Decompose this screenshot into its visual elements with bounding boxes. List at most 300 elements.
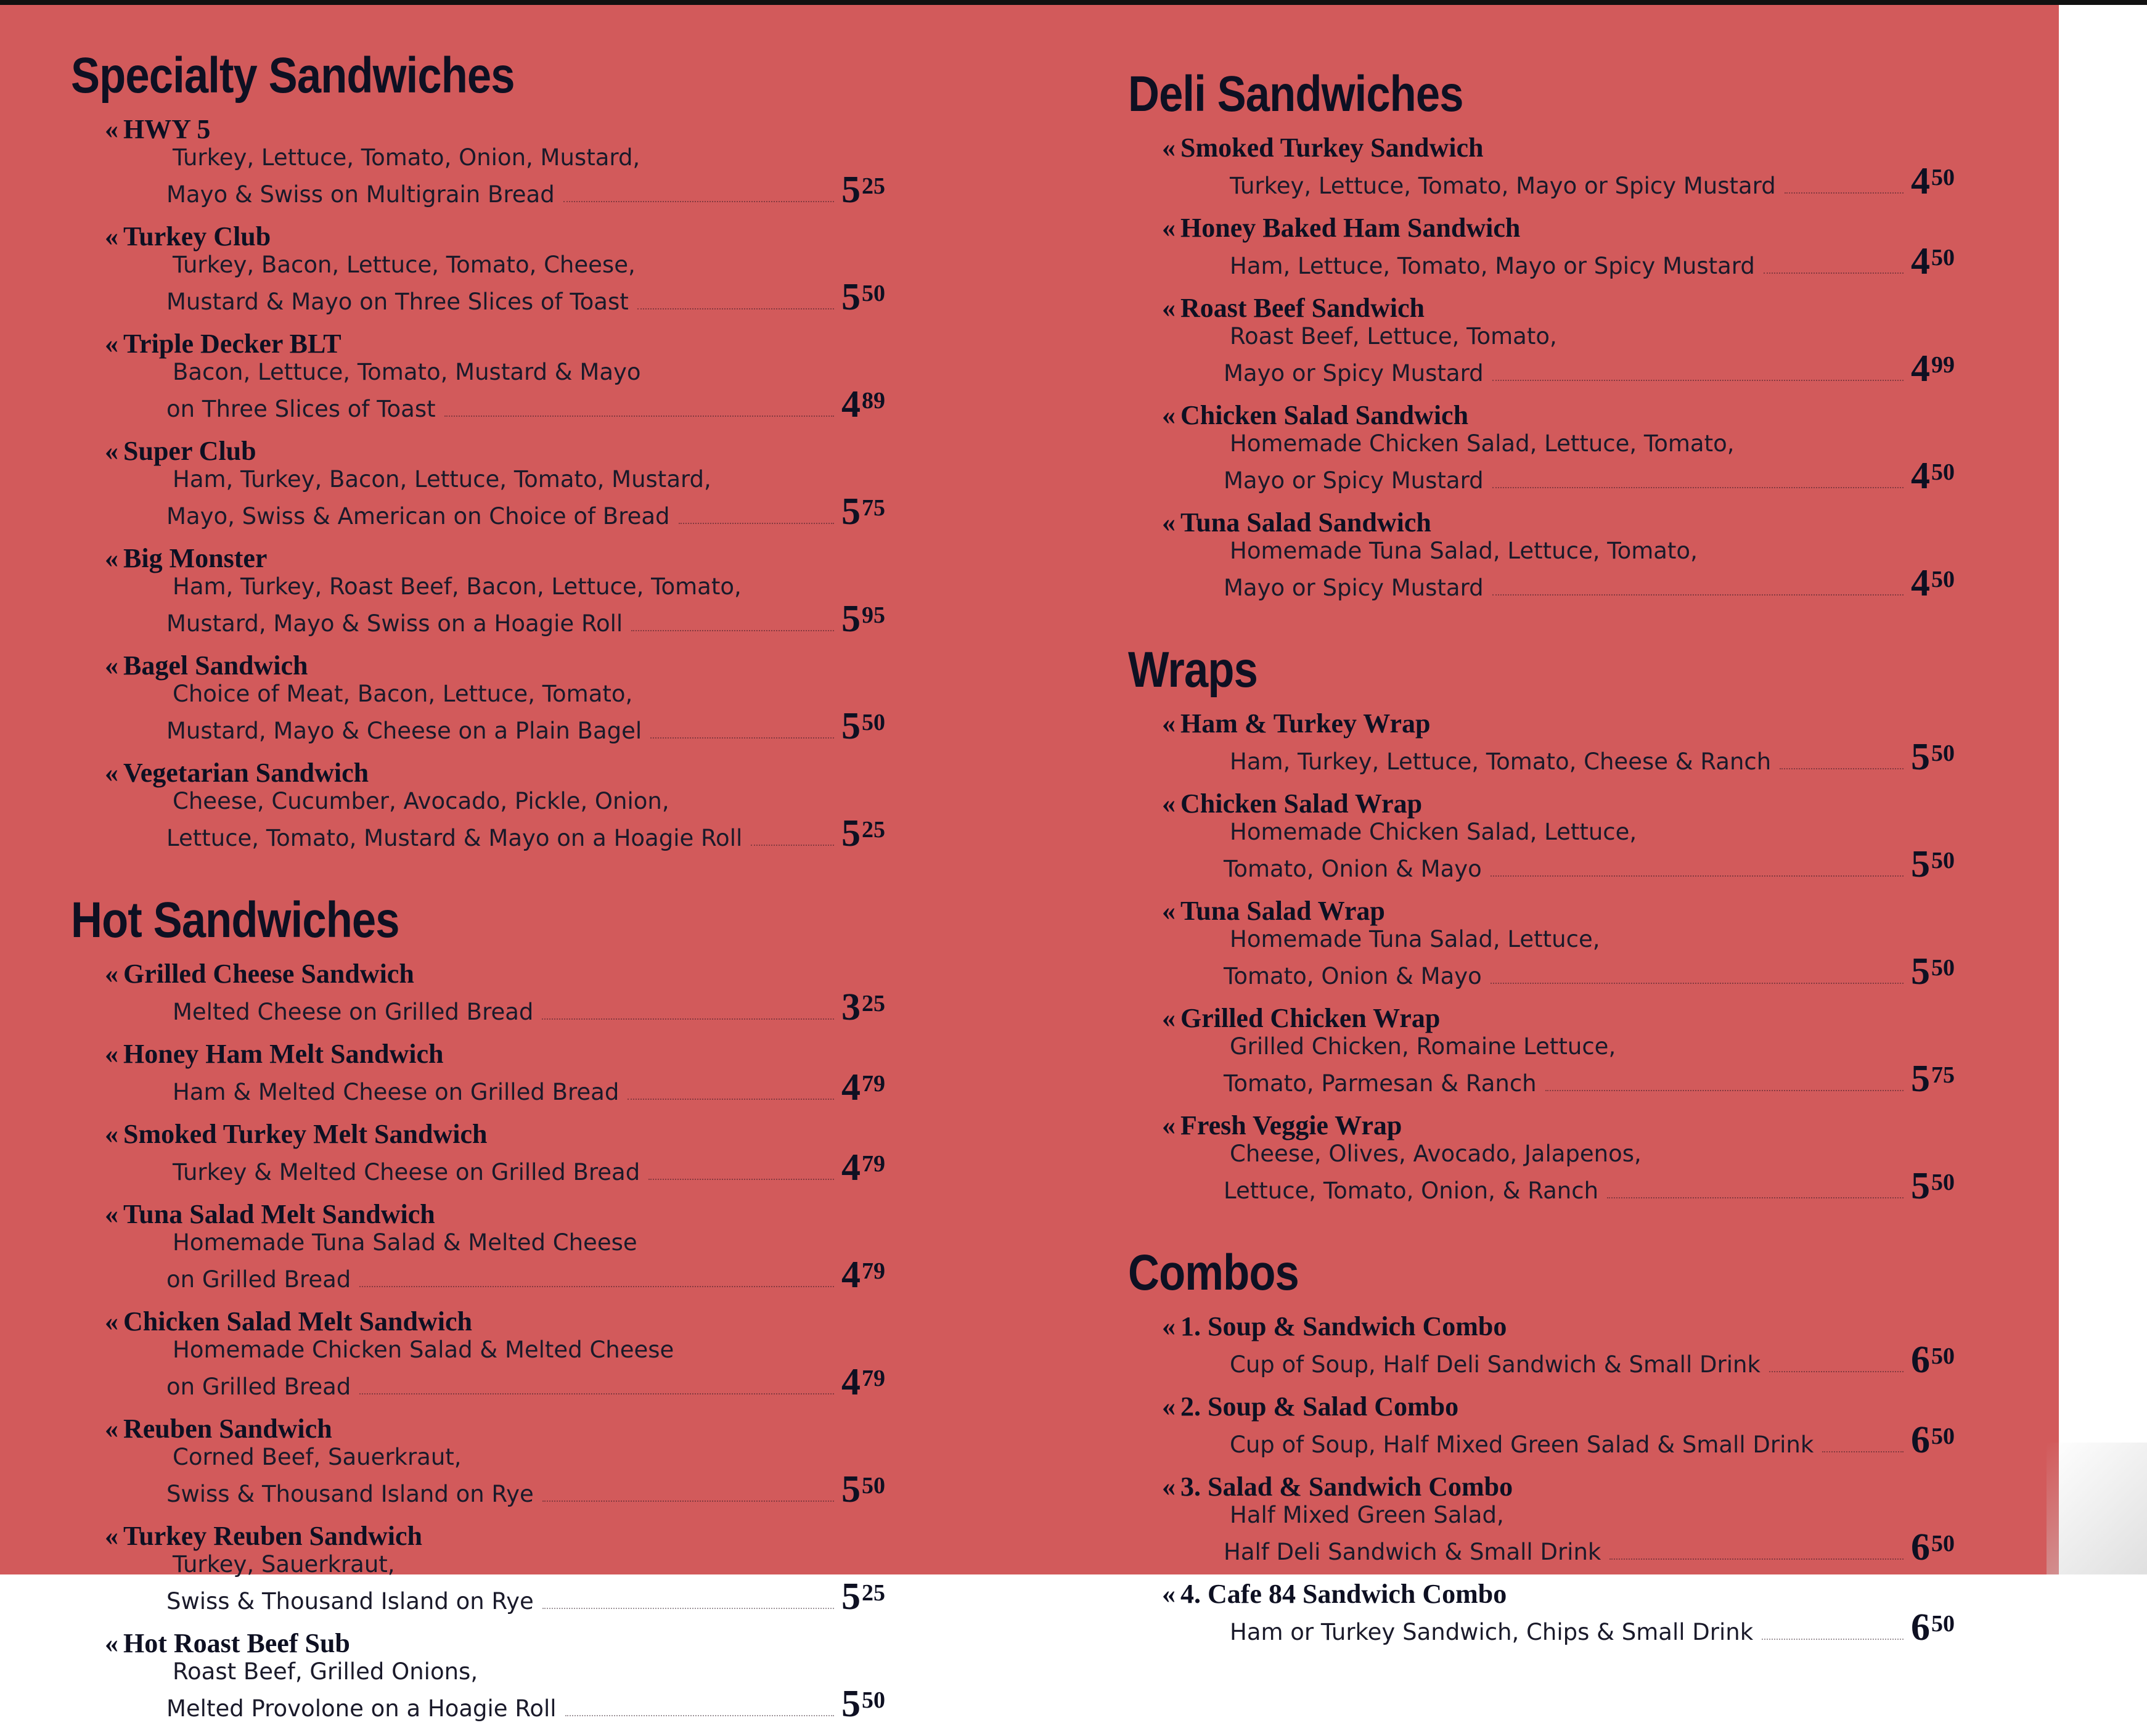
menu-item <box>1128 896 1979 993</box>
menu-item <box>71 1521 909 1618</box>
menu-items <box>71 959 909 1725</box>
item-description <box>1128 323 1979 390</box>
price-dollars: 5 <box>841 276 861 318</box>
dot-leader <box>751 845 834 846</box>
description-line-2: Tomato, Parmesan & Ranch <box>1224 1070 1537 1097</box>
description-line-2: Melted Cheese on Grilled Bread <box>173 999 534 1025</box>
price-dollars: 4 <box>841 1067 861 1108</box>
bullet-mark: « <box>105 1039 118 1069</box>
bullet-mark: « <box>105 329 118 359</box>
price-cents: 50 <box>1931 165 1955 190</box>
menu-item <box>1128 508 1979 602</box>
item-name-row <box>1162 896 1979 926</box>
item-description <box>1128 1609 1979 1646</box>
price <box>841 815 909 852</box>
menu-item <box>71 1199 909 1296</box>
price <box>1911 562 1979 604</box>
bullet-mark: « <box>1162 293 1176 323</box>
description-line-1: Homemade Chicken Salad & Melted Cheese <box>173 1337 674 1363</box>
price <box>1911 160 1979 202</box>
item-description <box>71 1551 909 1618</box>
price-cents: 50 <box>1931 245 1955 271</box>
description-line-1: Cheese, Cucumber, Avocado, Pickle, Onion, <box>173 788 669 814</box>
menu-items <box>71 115 909 852</box>
description-line-2: Turkey & Melted Cheese on Grilled Bread <box>173 1159 640 1185</box>
dot-leader <box>628 1099 834 1100</box>
price-dollars: 4 <box>841 1254 861 1296</box>
item-name: Honey Baked Ham Sandwich <box>1180 213 1521 243</box>
menu-item <box>71 436 909 533</box>
price-cents: 50 <box>1931 740 1955 766</box>
item-name: Roast Beef Sandwich <box>1180 293 1425 323</box>
dot-leader <box>1609 1558 1904 1560</box>
dot-leader <box>1491 875 1904 877</box>
item-name: Smoked Turkey Melt Sandwich <box>123 1119 488 1149</box>
price-dollars: 4 <box>1911 455 1930 497</box>
price-cents: 50 <box>862 1687 885 1713</box>
description-line-2: Melted Provolone on a Hoagie Roll <box>166 1695 557 1722</box>
description-line-2: Ham or Turkey Sandwich, Chips & Small Drink <box>1230 1619 1754 1645</box>
deli-section <box>1128 66 1979 604</box>
item-description <box>71 573 909 640</box>
item-name: Tuna Salad Wrap <box>1180 896 1385 926</box>
price <box>1911 1526 1979 1568</box>
bullet-mark: « <box>105 1306 118 1337</box>
description-line-2: Cup of Soup, Half Mixed Green Salad & Small Drink <box>1230 1431 1814 1458</box>
menu-item <box>1128 1311 1979 1381</box>
description-line-2: Tomato, Onion & Mayo <box>1224 856 1482 882</box>
item-name-row <box>105 1200 909 1229</box>
price <box>841 169 909 211</box>
dot-leader <box>1780 768 1904 769</box>
description-line-1: Cheese, Olives, Avocado, Jalapenos, <box>1230 1140 1642 1167</box>
description-line-2: Half Deli Sandwich & Small Drink <box>1224 1539 1601 1565</box>
item-name: 1. Soup & Sandwich Combo <box>1180 1311 1507 1341</box>
price <box>1911 843 1979 885</box>
description-line-1: Turkey, Bacon, Lettuce, Tomato, Cheese, <box>173 252 636 278</box>
menu-item <box>71 1307 909 1401</box>
wraps-section <box>1128 642 1979 1207</box>
item-name-row <box>105 1120 909 1149</box>
item-name: 3. Salad & Sandwich Combo <box>1180 1472 1513 1502</box>
description-line-2: Mayo & Swiss on Multigrain Bread <box>166 181 555 208</box>
description-line-1: Turkey, Lettuce, Tomato, Onion, Mustard, <box>173 144 640 171</box>
dot-leader <box>1545 1090 1904 1091</box>
description-line-1: Homemade Chicken Salad, Lettuce, Tomato, <box>1230 430 1735 457</box>
description-line-1: Turkey, Sauerkraut, <box>173 1551 395 1578</box>
description-line-2: Ham, Turkey, Lettuce, Tomato, Cheese & Ranch <box>1230 748 1772 775</box>
item-description <box>71 986 909 1028</box>
bullet-mark: « <box>1162 1579 1176 1609</box>
price <box>841 383 909 425</box>
bullet-mark: « <box>1162 708 1176 739</box>
bullet-mark: « <box>1162 213 1176 243</box>
price-dollars: 5 <box>841 491 861 533</box>
section-title: Hot Sandwiches <box>71 892 399 948</box>
price-dollars: 5 <box>841 1468 861 1510</box>
menu-item <box>71 959 909 1026</box>
price-cents: 50 <box>862 710 885 735</box>
price-cents: 50 <box>1931 1169 1955 1195</box>
price <box>841 276 909 318</box>
description-line-1: Half Mixed Green Salad, <box>1230 1502 1504 1528</box>
description-line-1: Ham, Turkey, Roast Beef, Bacon, Lettuce, Tomato, <box>173 573 742 600</box>
page-edge-shadow <box>2047 1443 2147 1574</box>
dot-leader <box>650 737 834 739</box>
item-description <box>71 1658 909 1725</box>
price-dollars: 5 <box>1911 951 1930 993</box>
item-name-row <box>1162 1312 1979 1341</box>
dot-leader <box>648 1179 834 1180</box>
dot-leader <box>1764 272 1904 274</box>
item-name-row <box>105 544 909 573</box>
menu-item <box>1128 1392 1979 1459</box>
description-line-2: Swiss & Thousand Island on Rye <box>166 1588 534 1615</box>
dot-leader <box>1769 1371 1904 1372</box>
item-name-row <box>105 651 909 681</box>
item-name-row <box>1162 293 1979 323</box>
menu-item <box>71 758 909 852</box>
price-dollars: 5 <box>841 813 861 854</box>
price <box>1911 1339 1979 1381</box>
item-name: HWY 5 <box>123 114 211 144</box>
description-line-1: Ham, Turkey, Bacon, Lettuce, Tomato, Mustard, <box>173 466 711 493</box>
item-name: Chicken Salad Melt Sandwich <box>123 1306 472 1337</box>
description-line-2: Mayo or Spicy Mustard <box>1224 360 1484 387</box>
price-cents: 89 <box>862 388 885 414</box>
description-line-1: Homemade Tuna Salad, Lettuce, Tomato, <box>1230 538 1698 564</box>
bullet-mark: « <box>1162 507 1176 538</box>
price <box>1911 348 1979 390</box>
item-description <box>1128 1502 1979 1566</box>
item-name-row <box>1162 401 1979 430</box>
price-cents: 25 <box>862 817 885 843</box>
menu-item <box>71 1628 909 1725</box>
dot-leader <box>444 416 834 417</box>
price-cents: 50 <box>1931 1531 1955 1557</box>
menu-item <box>71 1039 909 1106</box>
item-description <box>1128 1140 1979 1205</box>
dot-leader <box>563 201 834 202</box>
description-line-1: Choice of Meat, Bacon, Lettuce, Tomato, <box>173 681 633 707</box>
price <box>841 598 909 640</box>
description-line-1: Bacon, Lettuce, Tomato, Mustard & Mayo <box>173 359 641 385</box>
price-cents: 75 <box>1931 1062 1955 1088</box>
item-name-row <box>1162 789 1979 819</box>
item-name: Turkey Club <box>123 221 271 252</box>
price-dollars: 4 <box>1911 160 1930 202</box>
item-name: Reuben Sandwich <box>123 1414 332 1444</box>
menu-item <box>71 222 909 316</box>
bullet-mark: « <box>105 221 118 252</box>
price-dollars: 5 <box>841 598 861 640</box>
item-name-row <box>1162 1579 1979 1609</box>
description-line-2: Ham & Melted Cheese on Grilled Bread <box>173 1079 620 1105</box>
left-column <box>71 47 909 1736</box>
price-dollars: 4 <box>1911 562 1930 604</box>
item-description <box>71 681 909 745</box>
item-name: Super Club <box>123 436 256 466</box>
price-dollars: 4 <box>841 383 861 425</box>
hot-section <box>71 892 909 1725</box>
item-description <box>71 1444 909 1508</box>
bullet-mark: « <box>1162 1391 1176 1422</box>
menu-item <box>1128 293 1979 390</box>
dot-leader <box>359 1286 834 1287</box>
bullet-mark: « <box>105 650 118 681</box>
item-name-row <box>105 1307 909 1337</box>
price-dollars: 4 <box>841 1361 861 1403</box>
price-cents: 25 <box>862 173 885 199</box>
bullet-mark: « <box>105 1414 118 1444</box>
menu-item <box>1128 133 1979 200</box>
dot-leader <box>542 1608 834 1609</box>
price-dollars: 5 <box>1911 1058 1930 1100</box>
price <box>1911 455 1979 497</box>
description-line-1: Homemade Tuna Salad & Melted Cheese <box>173 1229 637 1256</box>
menu-items <box>1128 1312 1979 1646</box>
dot-leader <box>359 1393 834 1394</box>
price <box>841 705 909 747</box>
item-name-row <box>105 1521 909 1551</box>
price-cents: 50 <box>862 1473 885 1499</box>
bullet-mark: « <box>105 543 118 573</box>
price-dollars: 6 <box>1911 1526 1930 1568</box>
description-line-1: Roast Beef, Lettuce, Tomato, <box>1230 323 1557 350</box>
price-cents: 50 <box>1931 1343 1955 1369</box>
menu-item <box>1128 1472 1979 1566</box>
price <box>841 1576 909 1618</box>
item-description <box>71 466 909 533</box>
item-name-row <box>105 1629 909 1658</box>
item-name: Chicken Salad Sandwich <box>1180 400 1469 430</box>
menu-item <box>71 651 909 745</box>
item-name: Vegetarian Sandwich <box>123 758 369 788</box>
price-dollars: 5 <box>841 169 861 211</box>
item-description <box>1128 1033 1979 1100</box>
item-name-row <box>105 1039 909 1069</box>
item-description <box>1128 1339 1979 1381</box>
price-cents: 50 <box>862 280 885 306</box>
dot-leader <box>1492 380 1904 381</box>
price-dollars: 4 <box>841 1147 861 1189</box>
price-dollars: 5 <box>1911 736 1930 778</box>
price-cents: 50 <box>1931 459 1955 485</box>
bullet-mark: « <box>1162 1472 1176 1502</box>
price-dollars: 5 <box>841 1683 861 1725</box>
item-name: Chicken Salad Wrap <box>1180 788 1423 819</box>
description-line-2: Cup of Soup, Half Deli Sandwich & Small Drink <box>1230 1351 1761 1378</box>
item-name: Ham & Turkey Wrap <box>1180 708 1431 739</box>
price-dollars: 4 <box>1911 348 1930 390</box>
dot-leader <box>679 523 835 524</box>
item-name-row <box>1162 133 1979 163</box>
section-title: Combos <box>1128 1245 1299 1301</box>
item-name: Triple Decker BLT <box>123 329 341 359</box>
price-dollars: 6 <box>1911 1419 1930 1461</box>
price <box>1911 736 1979 778</box>
description-line-2: Mayo or Spicy Mustard <box>1224 467 1484 494</box>
price-dollars: 5 <box>841 705 861 747</box>
bullet-mark: « <box>105 1199 118 1229</box>
item-name-row <box>1162 709 1979 739</box>
item-name: Smoked Turkey Sandwich <box>1180 133 1484 163</box>
bullet-mark: « <box>105 959 118 989</box>
price <box>841 1254 909 1296</box>
item-description <box>1128 538 1979 602</box>
item-name: Tuna Salad Sandwich <box>1180 507 1431 538</box>
description-line-2: Mustard, Mayo & Cheese on a Plain Bagel <box>166 718 642 744</box>
dot-leader <box>565 1715 834 1716</box>
price <box>841 986 909 1028</box>
specialty-section <box>71 47 909 854</box>
price-cents: 99 <box>1931 352 1955 378</box>
dot-leader <box>542 1501 834 1502</box>
menu-item <box>1128 1003 1979 1100</box>
price <box>1911 240 1979 282</box>
menu-items <box>1128 133 1979 602</box>
description-line-2: Mayo or Spicy Mustard <box>1224 575 1484 601</box>
price <box>1911 951 1979 993</box>
description-line-1: Roast Beef, Grilled Onions, <box>173 1658 478 1685</box>
dot-leader <box>1491 983 1904 984</box>
description-line-2: Mustard & Mayo on Three Slices of Toast <box>166 289 629 315</box>
item-description <box>71 359 909 423</box>
item-name: 2. Soup & Salad Combo <box>1180 1391 1459 1422</box>
price <box>841 491 909 533</box>
item-name-row <box>1162 1004 1979 1033</box>
bullet-mark: « <box>105 1521 118 1551</box>
description-line-2: on Grilled Bread <box>166 1374 351 1400</box>
item-name: Big Monster <box>123 543 268 573</box>
top-edge <box>0 0 2147 5</box>
price-cents: 79 <box>862 1071 885 1097</box>
price-cents: 79 <box>862 1151 885 1177</box>
menu-item <box>71 329 909 423</box>
dot-leader <box>1492 594 1904 596</box>
bullet-mark: « <box>1162 1311 1176 1341</box>
item-description <box>71 788 909 852</box>
price <box>841 1069 909 1106</box>
menu-item <box>1128 1111 1979 1205</box>
section-title: Wraps <box>1128 642 1258 698</box>
price-cents: 50 <box>1931 1611 1955 1637</box>
price-cents: 50 <box>1931 848 1955 874</box>
menu-item <box>71 543 909 640</box>
menu-items <box>1128 709 1979 1205</box>
bullet-mark: « <box>105 436 118 466</box>
item-description <box>1128 736 1979 778</box>
dot-leader <box>1492 487 1904 488</box>
item-name: Honey Ham Melt Sandwich <box>123 1039 444 1069</box>
bullet-mark: « <box>1162 788 1176 819</box>
description-line-1: Homemade Tuna Salad, Lettuce, <box>1230 926 1600 952</box>
item-description <box>71 1229 909 1296</box>
price-cents: 50 <box>1931 1423 1955 1449</box>
price <box>841 1147 909 1189</box>
item-description <box>71 1147 909 1189</box>
item-name-row <box>105 436 909 466</box>
dot-leader <box>631 630 834 631</box>
dot-leader <box>542 1018 834 1020</box>
item-name: Fresh Veggie Wrap <box>1180 1110 1402 1140</box>
price-dollars: 4 <box>1911 240 1930 282</box>
dot-leader <box>637 308 834 309</box>
description-line-2: Swiss & Thousand Island on Rye <box>166 1481 534 1507</box>
menu-item <box>71 1119 909 1189</box>
price-cents: 25 <box>862 991 885 1017</box>
item-description <box>1128 160 1979 202</box>
price <box>1911 1165 1979 1207</box>
dot-leader <box>1785 192 1904 194</box>
price-cents: 75 <box>862 495 885 521</box>
price-dollars: 5 <box>841 1576 861 1618</box>
item-name: Grilled Chicken Wrap <box>1180 1003 1441 1033</box>
bullet-mark: « <box>105 1119 118 1149</box>
price <box>841 1468 909 1510</box>
description-line-2: Turkey, Lettuce, Tomato, Mayo or Spicy Mustard <box>1230 173 1776 199</box>
description-line-2: Lettuce, Tomato, Onion, & Ranch <box>1224 1177 1599 1204</box>
description-line-2: Tomato, Onion & Mayo <box>1224 963 1482 989</box>
price-dollars: 3 <box>841 986 861 1028</box>
bullet-mark: « <box>105 758 118 788</box>
menu-item <box>1128 400 1979 497</box>
item-description <box>1128 819 1979 883</box>
item-name: Bagel Sandwich <box>123 650 308 681</box>
item-name-row <box>105 115 909 144</box>
item-name-row <box>105 1414 909 1444</box>
item-name: Grilled Cheese Sandwich <box>123 959 414 989</box>
menu-item <box>1128 789 1979 883</box>
item-description <box>1128 430 1979 497</box>
item-name: Tuna Salad Melt Sandwich <box>123 1199 435 1229</box>
description-line-2: Ham, Lettuce, Tomato, Mayo or Spicy Mustard <box>1230 253 1755 279</box>
description-line-1: Homemade Chicken Salad, Lettuce, <box>1230 819 1637 845</box>
dot-leader <box>1762 1639 1904 1640</box>
item-description <box>71 1069 909 1106</box>
item-name-row <box>105 758 909 788</box>
item-description <box>1128 1419 1979 1461</box>
item-description <box>71 144 909 211</box>
description-line-2: Mayo, Swiss & American on Choice of Bread <box>166 503 670 530</box>
item-name-row <box>1162 1472 1979 1502</box>
item-name-row <box>1162 508 1979 538</box>
dot-leader <box>1822 1451 1904 1452</box>
price-cents: 50 <box>1931 567 1955 592</box>
description-line-2: on Grilled Bread <box>166 1266 351 1293</box>
item-description <box>1128 240 1979 282</box>
menu-item <box>71 1414 909 1508</box>
item-description <box>71 1337 909 1401</box>
item-name-row <box>1162 1392 1979 1422</box>
price-cents: 25 <box>862 1580 885 1606</box>
description-line-2: Lettuce, Tomato, Mustard & Mayo on a Hoagie Roll <box>166 825 743 851</box>
menu-item <box>1128 1579 1979 1646</box>
item-name-row <box>105 959 909 989</box>
price <box>1911 1419 1979 1461</box>
right-column <box>1128 66 1979 1660</box>
dot-leader <box>1607 1197 1904 1198</box>
section-title: Deli Sandwiches <box>1128 66 1463 122</box>
menu-item <box>1128 213 1979 280</box>
price <box>841 1361 909 1403</box>
item-name: 4. Cafe 84 Sandwich Combo <box>1180 1579 1507 1609</box>
item-description <box>1128 926 1979 993</box>
price <box>1911 1058 1979 1100</box>
bullet-mark: « <box>1162 1003 1176 1033</box>
price <box>1911 1609 1979 1646</box>
bullet-mark: « <box>1162 896 1176 926</box>
